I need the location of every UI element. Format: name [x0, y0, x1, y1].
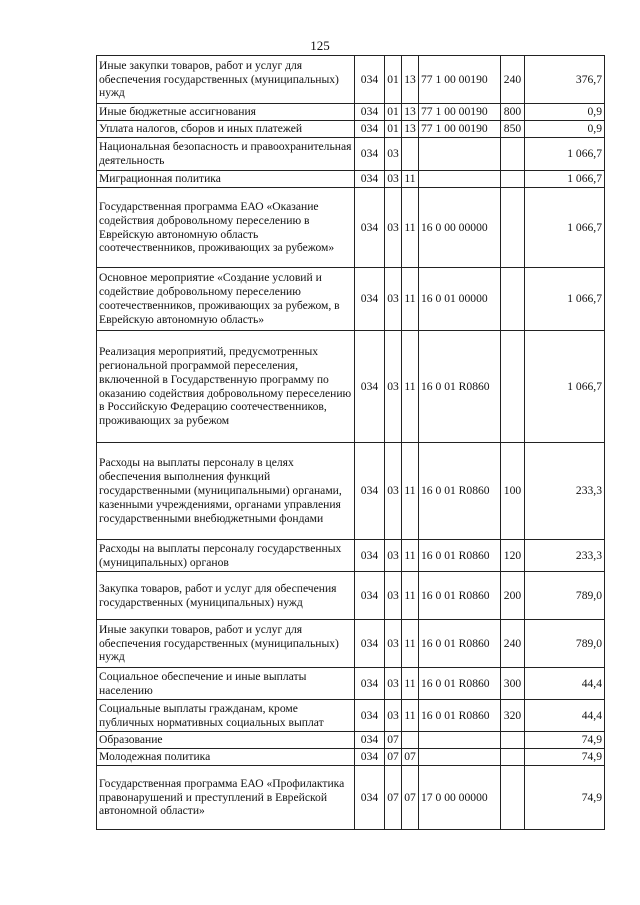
row-subsection-code: 07: [402, 766, 419, 830]
row-subsection-code: 13: [402, 121, 419, 138]
row-expense-type: [501, 268, 525, 331]
row-amount: 74,9: [525, 749, 605, 766]
row-section-code: 03: [385, 268, 402, 331]
table-row: [97, 620, 605, 668]
row-subsection-code: 13: [402, 56, 419, 104]
row-grbs-code: 034: [355, 572, 385, 620]
row-amount: 1 066,7: [525, 331, 605, 443]
row-subsection-code: [402, 138, 419, 171]
row-section-code: 01: [385, 104, 402, 121]
row-name: Иные закупки товаров, работ и услуг для обеспечения государственных (муниципальных) нужд: [97, 620, 355, 668]
row-name: Закупка товаров, работ и услуг для обеспечения государственных (муниципальных) нужд: [97, 572, 355, 620]
table-row: [97, 572, 605, 620]
row-section-code: 03: [385, 572, 402, 620]
table-row: [97, 331, 605, 443]
row-subsection-code: 11: [402, 171, 419, 188]
row-name: Государственная программа ЕАО «Профилактика правонарушений и преступлений в Еврейской автономной области»: [97, 766, 355, 830]
row-subsection-code: 11: [402, 331, 419, 443]
row-name: Образование: [97, 732, 355, 749]
row-expense-type: [501, 188, 525, 268]
row-grbs-code: 034: [355, 749, 385, 766]
row-amount: 44,4: [525, 700, 605, 732]
row-amount: 0,9: [525, 104, 605, 121]
row-subsection-code: 11: [402, 668, 419, 700]
row-target-article: 16 0 01 R0860: [419, 700, 501, 732]
row-expense-type: 320: [501, 700, 525, 732]
row-target-article: 77 1 00 00190: [419, 121, 501, 138]
table-row: [97, 749, 605, 766]
row-section-code: 03: [385, 668, 402, 700]
row-target-article: [419, 749, 501, 766]
row-grbs-code: 034: [355, 121, 385, 138]
table-row: [97, 56, 605, 104]
row-name: Государственная программа ЕАО «Оказание содействия добровольному переселению в Еврейскую автономную область соотечественников, проживающих за рубежом»: [97, 188, 355, 268]
table-row: [97, 121, 605, 138]
row-subsection-code: 11: [402, 620, 419, 668]
row-section-code: 03: [385, 171, 402, 188]
row-grbs-code: 034: [355, 766, 385, 830]
row-section-code: 03: [385, 331, 402, 443]
row-name: Основное мероприятие «Создание условий и содействие добровольному переселению соотечественников, проживающих за рубежом, в Еврейскую автономную область»: [97, 268, 355, 331]
row-grbs-code: 034: [355, 268, 385, 331]
row-grbs-code: 034: [355, 138, 385, 171]
row-target-article: 16 0 00 00000: [419, 188, 501, 268]
row-grbs-code: 034: [355, 188, 385, 268]
row-amount: 376,7: [525, 56, 605, 104]
row-target-article: 17 0 00 00000: [419, 766, 501, 830]
row-section-code: 03: [385, 443, 402, 540]
table-row: [97, 540, 605, 572]
table-row: [97, 766, 605, 830]
row-expense-type: 120: [501, 540, 525, 572]
table-row: [97, 138, 605, 171]
row-name: Миграционная политика: [97, 171, 355, 188]
row-section-code: 07: [385, 732, 402, 749]
row-expense-type: [501, 171, 525, 188]
row-grbs-code: 034: [355, 56, 385, 104]
row-section-code: 01: [385, 56, 402, 104]
row-expense-type: 200: [501, 572, 525, 620]
row-target-article: [419, 171, 501, 188]
row-grbs-code: 034: [355, 700, 385, 732]
row-subsection-code: 11: [402, 572, 419, 620]
row-amount: 233,3: [525, 540, 605, 572]
row-name: Уплата налогов, сборов и иных платежей: [97, 121, 355, 138]
row-name: Социальное обеспечение и иные выплаты населению: [97, 668, 355, 700]
row-name: Реализация мероприятий, предусмотренных региональной программой переселения, включенной в Государственную программу по оказанию содействия добровольному переселению в Российскую Федерацию соотечественников, проживающих за рубежом: [97, 331, 355, 443]
row-expense-type: 850: [501, 121, 525, 138]
row-subsection-code: 11: [402, 443, 419, 540]
row-expense-type: 800: [501, 104, 525, 121]
row-name: Молодежная политика: [97, 749, 355, 766]
row-amount: 789,0: [525, 620, 605, 668]
row-subsection-code: 11: [402, 188, 419, 268]
row-expense-type: [501, 766, 525, 830]
row-subsection-code: 07: [402, 749, 419, 766]
row-amount: 74,9: [525, 766, 605, 830]
row-grbs-code: 034: [355, 732, 385, 749]
row-amount: 1 066,7: [525, 188, 605, 268]
row-section-code: 03: [385, 188, 402, 268]
row-grbs-code: 034: [355, 171, 385, 188]
row-section-code: 03: [385, 700, 402, 732]
table-row: [97, 668, 605, 700]
row-target-article: 16 0 01 R0860: [419, 668, 501, 700]
table-row: [97, 188, 605, 268]
table-row: [97, 700, 605, 732]
row-target-article: 16 0 01 R0860: [419, 572, 501, 620]
row-expense-type: [501, 749, 525, 766]
row-amount: 0,9: [525, 121, 605, 138]
row-grbs-code: 034: [355, 443, 385, 540]
row-name: Социальные выплаты гражданам, кроме публичных нормативных социальных выплат: [97, 700, 355, 732]
row-name: Расходы на выплаты персоналу государственных (муниципальных) органов: [97, 540, 355, 572]
row-grbs-code: 034: [355, 331, 385, 443]
row-name: Иные бюджетные ассигнования: [97, 104, 355, 121]
row-subsection-code: 13: [402, 104, 419, 121]
row-amount: 233,3: [525, 443, 605, 540]
table-row: [97, 732, 605, 749]
row-subsection-code: 11: [402, 540, 419, 572]
row-target-article: 77 1 00 00190: [419, 56, 501, 104]
row-section-code: 01: [385, 121, 402, 138]
row-grbs-code: 034: [355, 620, 385, 668]
row-expense-type: [501, 331, 525, 443]
row-target-article: 16 0 01 R0860: [419, 620, 501, 668]
row-amount: 1 066,7: [525, 268, 605, 331]
row-expense-type: [501, 732, 525, 749]
row-amount: 1 066,7: [525, 138, 605, 171]
row-subsection-code: 11: [402, 268, 419, 331]
row-expense-type: 100: [501, 443, 525, 540]
budget-table: [96, 55, 605, 830]
row-amount: 44,4: [525, 668, 605, 700]
row-expense-type: 240: [501, 56, 525, 104]
row-grbs-code: 034: [355, 104, 385, 121]
row-target-article: 16 0 01 00000: [419, 268, 501, 331]
row-section-code: 03: [385, 138, 402, 171]
row-expense-type: [501, 138, 525, 171]
row-amount: 1 066,7: [525, 171, 605, 188]
row-section-code: 07: [385, 749, 402, 766]
table-row: [97, 104, 605, 121]
row-subsection-code: [402, 732, 419, 749]
row-grbs-code: 034: [355, 668, 385, 700]
row-target-article: [419, 732, 501, 749]
row-expense-type: 240: [501, 620, 525, 668]
row-target-article: 16 0 01 R0860: [419, 540, 501, 572]
row-subsection-code: 11: [402, 700, 419, 732]
row-target-article: 77 1 00 00190: [419, 104, 501, 121]
row-name: Расходы на выплаты персоналу в целях обеспечения выполнения функций государственными (муниципальными) органами, казенными учреждениями, органами управления государственными внебюджетными фондами: [97, 443, 355, 540]
row-expense-type: 300: [501, 668, 525, 700]
row-section-code: 03: [385, 620, 402, 668]
row-target-article: [419, 138, 501, 171]
row-amount: 789,0: [525, 572, 605, 620]
row-target-article: 16 0 01 R0860: [419, 331, 501, 443]
row-name: Иные закупки товаров, работ и услуг для обеспечения государственных (муниципальных) нужд: [97, 56, 355, 104]
row-section-code: 07: [385, 766, 402, 830]
table-row: [97, 268, 605, 331]
row-section-code: 03: [385, 540, 402, 572]
page-number: 125: [310, 38, 330, 53]
table-row: [97, 171, 605, 188]
row-name: Национальная безопасность и правоохранительная деятельность: [97, 138, 355, 171]
row-target-article: 16 0 01 R0860: [419, 443, 501, 540]
row-amount: 74,9: [525, 732, 605, 749]
table-row: [97, 443, 605, 540]
row-grbs-code: 034: [355, 540, 385, 572]
